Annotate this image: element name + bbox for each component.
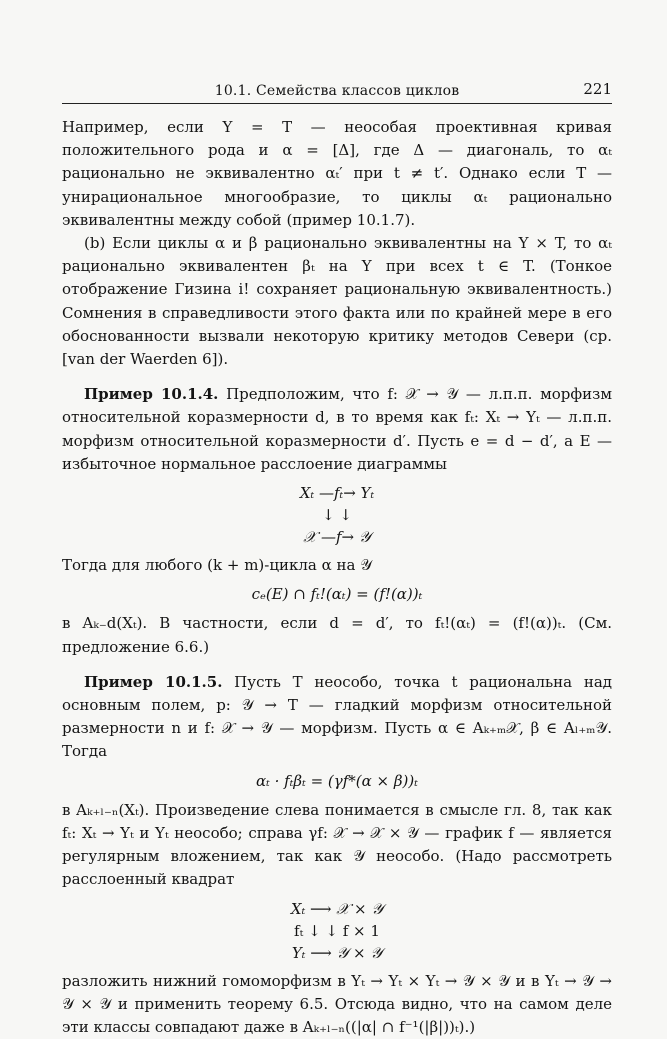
diagram-middle-row: fₜ ↓ ↓ f × 1: [294, 921, 380, 940]
paragraph-1: Например, если Y = T — неособая проективная кривая положительного рода и α = [Δ], где Δ — диагональ, то αₜ рационально не эквивалентно αₜ′ при t ≠ t′. Однако если T — унирациональное многообразие, то циклы αₜ рационально эквивалентны между собой (пример 10.1.7).: [62, 118, 612, 229]
example-label: Пример 10.1.4.: [84, 385, 219, 404]
diagram-top-row: Xₜ —fₜ→ Yₜ: [299, 484, 375, 503]
example-tail: разложить нижний гомоморфизм в Yₜ → Yₜ × Yₜ → 𝒴 × 𝒴 и в Yₜ → 𝒴 → 𝒴 × 𝒴 и применить теорему 6.5. Отсюда видно, что на самом деле эти классы совпадают даже в Aₖ₊ₗ₋ₙ((|α| ∩ f⁻¹(|β|))ₜ).): [62, 971, 612, 1037]
formula-1: cₑ(E) ∩ fₜ!(αₜ) = (f!(α))ₜ: [251, 585, 423, 604]
body-text: [62, 116, 612, 1039]
example-10-1-5: [62, 671, 612, 764]
example-label: Пример 10.1.5.: [84, 672, 223, 691]
example-text: Предположим, что f: 𝒳 → 𝒴 — л.п.п. морфизм относительной коразмерности d, в то время как fₜ: Xₜ → Yₜ — л.п.п. морфизм относительной коразмерности d′. Пусть e = d − d′, а E — избыточное нормальное расслоение диаграммы: [62, 385, 612, 473]
example-after: Тогда для любого (k + m)-цикла α на 𝒴: [62, 556, 372, 575]
commutative-diagram-2: [62, 898, 612, 964]
formula-2: αₜ · fₜβₜ = (γf*(α × β))ₜ: [256, 771, 418, 790]
diagram-bottom-row: 𝒳 —f→ 𝒴: [303, 528, 371, 547]
example-text: Пусть T неособо, точка t рациональна над основным полем, p: 𝒴 → T — гладкий морфизм относительной размерности n и f: 𝒳 → 𝒴 — морфизм. Пусть α ∈ Aₖ₊ₘ𝒳, β ∈ Aₗ₊ₘ𝒴. Тогда: [62, 672, 612, 761]
running-title: 10.1. Семейства классов циклов: [214, 83, 460, 99]
example-mid: в Aₖ₊ₗ₋ₙ(Xₜ). Произведение слева понимается в смысле гл. 8, так как fₜ: Xₜ → Yₜ и Yₜ неособо; справа γf: 𝒳 → 𝒳 × 𝒴 — график f — является регулярным вложением, так как 𝒴 неособо. (Надо рассмотреть расслоенный квадрат: [62, 800, 612, 889]
page-number: 221: [583, 80, 612, 98]
diagram-bottom-row: Yₜ ⟶ 𝒴 × 𝒴: [291, 943, 383, 962]
diagram-top-row: Xₜ ⟶ 𝒳 × 𝒴: [290, 899, 384, 918]
commutative-diagram-1: [62, 482, 612, 548]
diagram-middle-row: ↓ ↓: [322, 506, 352, 525]
running-header: [62, 80, 612, 102]
header-rule: [62, 103, 612, 104]
paragraph-2: (b) Если циклы α и β рационально эквивалентны на Y × T, то αₜ рационально эквивалентен βₜ на Y при всех t ∈ T. (Тонкое отображение Гизина i! сохраняет рациональную эквивалентность.) Сомнения в справедливости этого факта или по крайней мере в его обоснованности вызвали некоторую критику методов Севери (ср. [van der Waerden 6]).: [62, 234, 612, 369]
example-tail: в Aₖ₋d(Xₜ). В частности, если d = d′, то fₜ!(αₜ) = (f!(α))ₜ. (См. предложение 6.6.): [62, 614, 612, 656]
example-10-1-4: [62, 383, 612, 476]
